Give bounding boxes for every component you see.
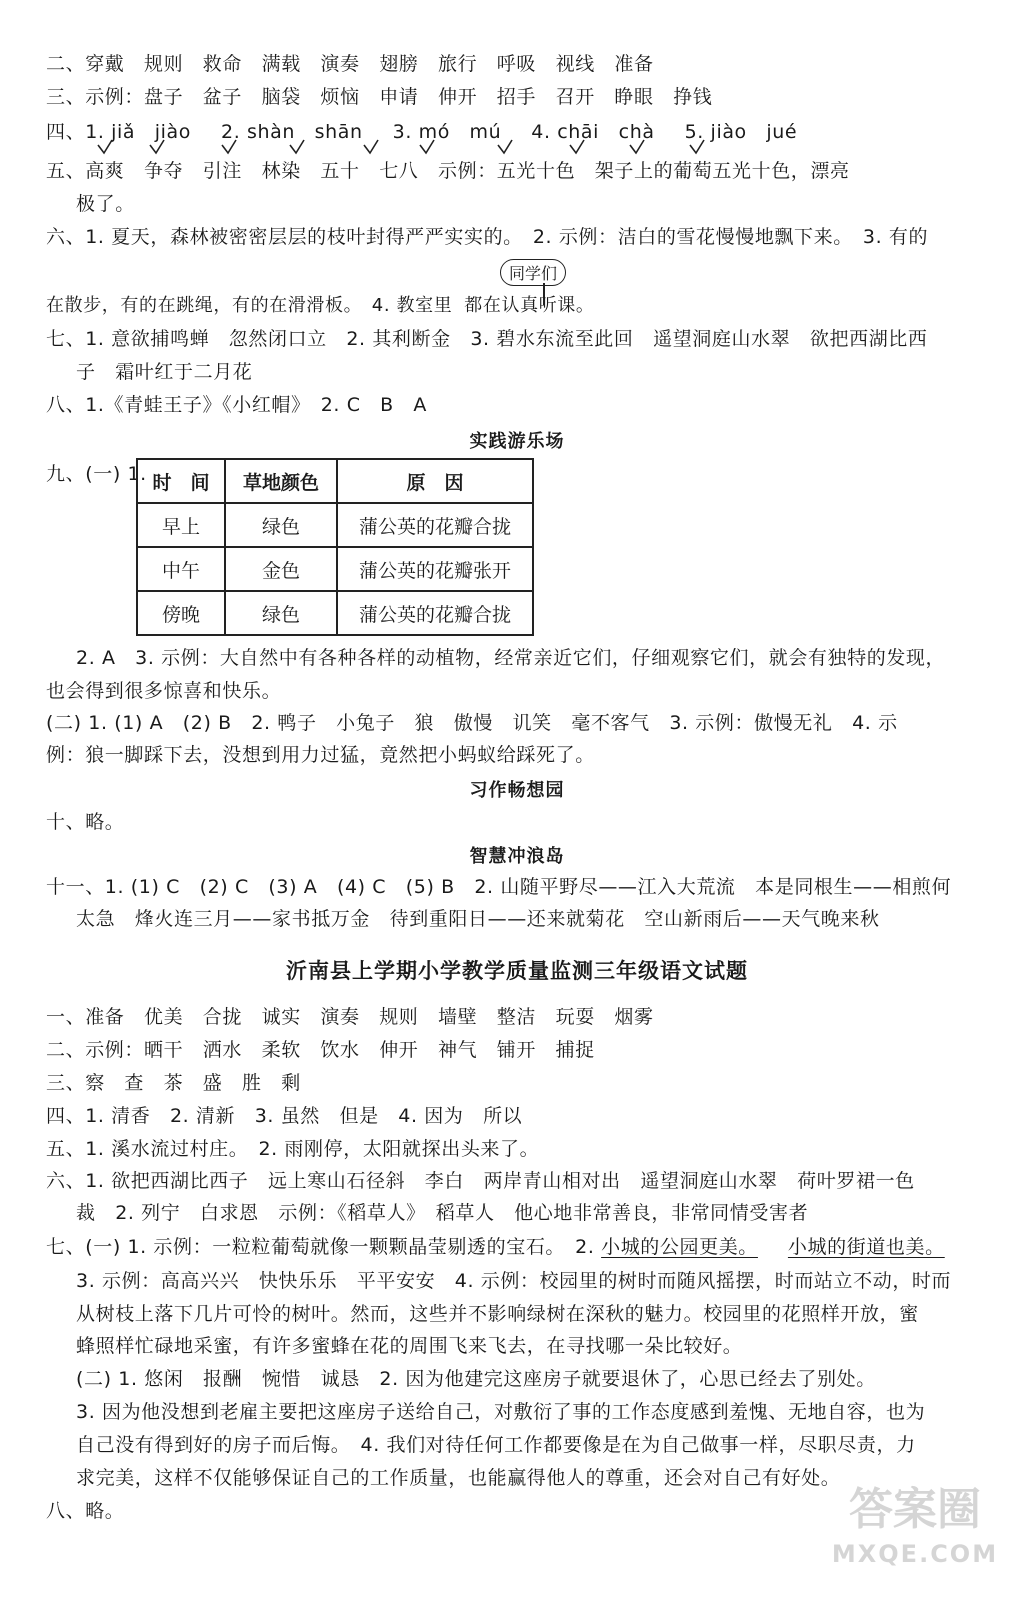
table-header: 原 因	[337, 459, 533, 503]
section-heading-writing: 习作畅想园	[469, 780, 565, 801]
line-10: 九、(一) 1.	[46, 463, 147, 485]
table-cell: 蒲公英的花瓣合拢	[337, 591, 533, 635]
line-6: 六、1. 夏天，森林被密密层层的枝叶封得严严实实的。 2. 示例：洁白的雪花慢慢地飘下来。 3. 有的	[46, 226, 929, 248]
line-m10-cont1: 自己没有得到好的房子而后悔。 4. 我们对待任何工作都要像是在为自己做事一样，尽职尽责，力	[76, 1434, 916, 1456]
table-cell: 绿色	[225, 591, 337, 635]
line-m11: 八、略。	[46, 1500, 125, 1522]
line-m5: 五、1. 溪水流过村庄。 2. 雨刚停，太阳就探出头来了。	[46, 1138, 540, 1160]
table-row	[137, 591, 533, 635]
line-m7-head: 七、(一) 1. 示例：一粒粒葡萄就像一颗颗晶莹剔透的宝石。 2.	[46, 1236, 602, 1258]
pinyin-1: 1. jiǎ jiào	[85, 121, 191, 143]
table-row	[137, 503, 533, 547]
checkmark-icons	[0, 0, 1034, 180]
line-9: 八、1.《青蛙王子》《小红帽》 2. C B A	[46, 394, 427, 416]
line-3: 三、示例：盘子 盆子 脑袋 烦恼 申请 伸开 招手 召开 睁眼 挣钱	[46, 86, 713, 108]
table-cell: 蒲公英的花瓣张开	[337, 547, 533, 591]
line-m4: 四、1. 清香 2. 清新 3. 虽然 但是 4. 因为 所以	[46, 1105, 523, 1127]
table-cell: 中午	[137, 547, 225, 591]
table-cell: 傍晚	[137, 591, 225, 635]
line-m9: (二) 1. 悠闲 报酬 惋惜 诚恳 2. 因为他建完这座房子就要退休了，心思已经去了别处。	[76, 1368, 876, 1390]
line-5: 五、高爽 争夺 引注 林染 五十 七八 示例：五光十色 架子上的葡萄五光十色，漂亮	[46, 160, 850, 182]
table-cell: 绿色	[225, 503, 337, 547]
line-m7	[46, 1234, 1008, 1260]
watermark-logo	[820, 1480, 1010, 1590]
table-header: 草地颜色	[225, 459, 337, 503]
line-11-cont: 也会得到很多惊喜和快乐。	[46, 680, 282, 702]
table-row	[137, 547, 533, 591]
pinyin-3: 3. mó mú	[392, 121, 502, 143]
line-7	[46, 293, 1008, 319]
line-m1: 一、准备 优美 合拢 诚实 演奏 规则 墙壁 整洁 玩耍 烟雾	[46, 1006, 654, 1028]
line-7-tail: 都在认真听课。	[464, 295, 595, 316]
insertion-circle: 同学们	[500, 259, 566, 286]
section-heading-wisdom: 智慧冲浪岛	[469, 846, 565, 867]
line-7-head: 在散步，有的在跳绳，有的在滑滑板。 4. 教室里	[46, 295, 453, 316]
line-m3: 三、察 查 茶 盛 胜 剩	[46, 1072, 301, 1094]
line-8-cont: 子 霜叶红于二月花	[76, 361, 253, 383]
line-m10-cont2: 求完美，这样不仅能够保证自己的工作质量，也能赢得他人的尊重，还会对自己有好处。	[76, 1467, 841, 1489]
watermark-text: 答案圈	[849, 1484, 981, 1535]
table-cell: 蒲公英的花瓣合拢	[337, 503, 533, 547]
line-5-cont: 极了。	[76, 193, 135, 215]
line-12: (二) 1. (1) A (2) B 2. 鸭子 小兔子 狼 傲慢 讥笑 毫不客气 3. 示例：傲慢无礼 4. 示	[46, 712, 898, 734]
table-header-row	[137, 459, 533, 503]
table-cell: 早上	[137, 503, 225, 547]
line-m8: 3. 示例：高高兴兴 快快乐乐 平平安安 4. 示例：校园里的树时而随风摇摆，时而站立不动，时而	[76, 1270, 952, 1292]
exam-title: 沂南县上学期小学教学质量监测三年级语文试题	[286, 959, 748, 983]
line-m8-cont1: 从树枝上落下几片可怜的树叶。然而，这些并不影响绿树在深秋的魅力。校园里的花照样开放，蜜	[76, 1303, 919, 1325]
line-m2: 二、示例：晒干 洒水 柔软 饮水 伸开 神气 铺开 捕捉	[46, 1039, 595, 1061]
underlined-answer-2: 小城的街道也美。	[787, 1236, 945, 1258]
pinyin-4: 4. chāi chà	[531, 121, 655, 143]
line-14: 十一、1. (1) C (2) C (3) A (4) C (5) B 2. 山随平野尽——江入大荒流 本是同根生——相煎何	[46, 876, 952, 898]
line-m8-cont2: 蜂照样忙碌地采蜜，有许多蜜蜂在花的周围飞来飞去，在寻找哪一朵比较好。	[76, 1335, 743, 1357]
table-header: 时 间	[137, 459, 225, 503]
line-m6: 六、1. 欲把西湖比西子 远上寒山石径斜 李白 两岸青山相对出 遥望洞庭山水翠 荷叶罗裙一色	[46, 1170, 915, 1192]
line-12-cont: 例：狼一脚踩下去，没想到用力过猛，竟然把小蚂蚁给踩死了。	[46, 744, 595, 766]
line-2: 二、穿戴 规则 救命 满载 演奏 翅膀 旅行 呼吸 视线 准备	[46, 53, 654, 75]
watermark-url: MXQE.COM	[831, 1540, 999, 1568]
pinyin-5: 5. jiào jué	[684, 121, 798, 143]
underlined-answer-1: 小城的公园更美。	[601, 1236, 758, 1258]
line-m6-cont: 裁 2. 列宁 白求恩 示例：《稻草人》 稻草人 他心地非常善良，非常同情受害者	[76, 1202, 809, 1224]
line-m10: 3. 因为他没想到老雇主要把这座房子送给自己，对敷衍了事的工作态度感到羞愧、无地自容，也为	[76, 1401, 926, 1423]
line-13: 十、略。	[46, 811, 125, 833]
observation-table	[136, 458, 534, 636]
line-11: 2. A 3. 示例：大自然中有各种各样的动植物，经常亲近它们，仔细观察它们，就会有独特的发现，	[76, 647, 946, 669]
line-14-cont: 太急 烽火连三月——家书抵万金 待到重阳日——还来就菊花 空山新雨后——天气晚来秋	[76, 908, 880, 930]
table-cell: 金色	[225, 547, 337, 591]
section-4-label: 四、	[46, 121, 86, 143]
pinyin-2: 2. shàn shān	[221, 121, 363, 143]
section-heading-practice: 实践游乐场	[469, 431, 565, 452]
line-8: 七、1. 意欲捕鸣蝉 忽然闭口立 2. 其利断金 3. 碧水东流至此回 遥望洞庭山水翠 欲把西湖比西	[46, 328, 928, 350]
